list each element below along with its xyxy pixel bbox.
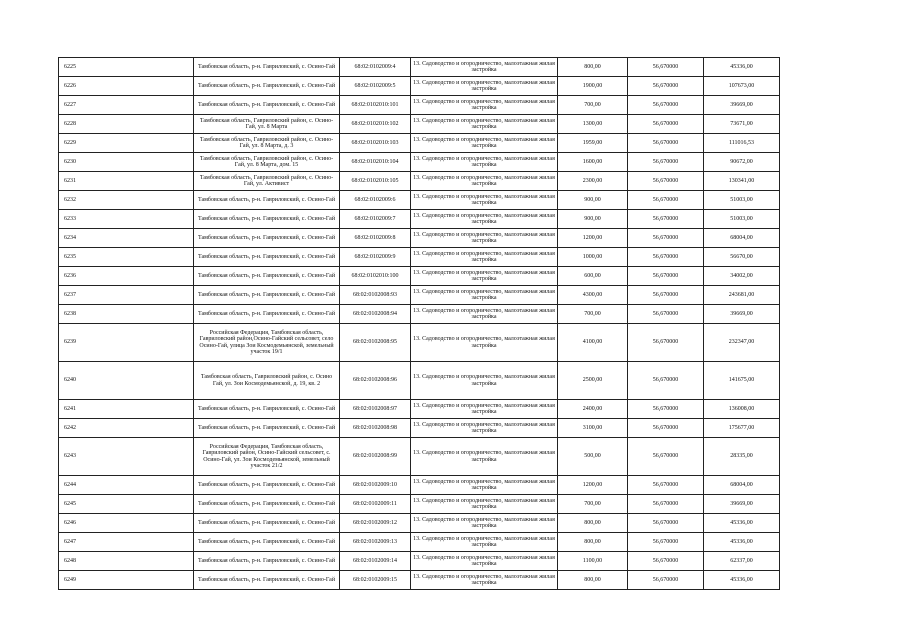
table-row [59,77,780,96]
land-use-cell: 13. Садоводство и огородничество, малоэтажная жилая застройка [411,495,558,514]
land-use-cell: 13. Садоводство и огородничество, малоэтажная жилая застройка [411,400,558,419]
row-number: 6225 [59,58,194,77]
table-row [59,305,780,324]
rate-cell: 56,670000 [628,400,704,419]
table-body [59,58,780,590]
address-cell: Тамбовская область, р-н. Гавриловский, с. Осино-Гай [194,476,340,495]
row-number: 6244 [59,476,194,495]
rate-cell: 56,670000 [628,419,704,438]
cadastral-number-cell: 68:02:0102010:103 [340,134,411,153]
row-number: 6236 [59,267,194,286]
area-cell: 4100,00 [558,324,628,362]
area-cell: 1000,00 [558,248,628,267]
cadastral-number-cell: 68:02:0102008:96 [340,362,411,400]
cadastral-number-cell: 68:02:0102009:12 [340,514,411,533]
rate-cell: 56,670000 [628,248,704,267]
cadastral-value-cell: 141675,00 [704,362,780,400]
rate-cell: 56,670000 [628,96,704,115]
cadastral-number-cell: 68:02:0102008:98 [340,419,411,438]
table-row [59,134,780,153]
area-cell: 700,00 [558,96,628,115]
row-number: 6231 [59,172,194,191]
table-row [59,324,780,362]
address-cell: Тамбовская область, р-н. Гавриловский, с. Осино-Гай [194,552,340,571]
land-use-cell: 13. Садоводство и огородничество, малоэтажная жилая застройка [411,438,558,476]
row-number: 6245 [59,495,194,514]
table-row [59,210,780,229]
area-cell: 800,00 [558,514,628,533]
table-row [59,419,780,438]
area-cell: 1100,00 [558,552,628,571]
address-cell: Российская Федерация, Тамбовская область, Гавриловский район, Осино-Гайский сельсовет, с. Осино-Гай, ул. Зои Космодемьянской, земельный участок 21/2 [194,438,340,476]
address-cell: Тамбовская область, Гавриловский район, с. Осино Гай, ул. Зои Космодемьянской, д. 19, кв. 2 [194,362,340,400]
row-number: 6233 [59,210,194,229]
row-number: 6247 [59,533,194,552]
address-cell: Тамбовская область, р-н. Гавриловский, с. Осино-Гай [194,419,340,438]
rate-cell: 56,670000 [628,210,704,229]
address-cell: Тамбовская область, р-н. Гавриловский, с. Осино-Гай [194,191,340,210]
table-row [59,552,780,571]
row-number: 6232 [59,191,194,210]
cadastral-value-cell: 45336,00 [704,533,780,552]
land-use-cell: 13. Садоводство и огородничество, малоэтажная жилая застройка [411,286,558,305]
land-use-cell: 13. Садоводство и огородничество, малоэтажная жилая застройка [411,362,558,400]
rate-cell: 56,670000 [628,324,704,362]
land-use-cell: 13. Садоводство и огородничество, малоэтажная жилая застройка [411,210,558,229]
cadastral-number-cell: 68:02:0102008:97 [340,400,411,419]
cadastral-number-cell: 68:02:0102009:14 [340,552,411,571]
table-row [59,267,780,286]
rate-cell: 56,670000 [628,533,704,552]
row-number: 6226 [59,77,194,96]
address-cell: Тамбовская область, р-н. Гавриловский, с. Осино-Гай [194,248,340,267]
rate-cell: 56,670000 [628,286,704,305]
table-row [59,153,780,172]
area-cell: 1300,00 [558,115,628,134]
cadastral-number-cell: 68:02:0102009:8 [340,229,411,248]
address-cell: Тамбовская область, р-н. Гавриловский, с. Осино-Гай [194,210,340,229]
rate-cell: 56,670000 [628,514,704,533]
cadastral-value-cell: 45336,00 [704,58,780,77]
area-cell: 700,00 [558,495,628,514]
land-use-cell: 13. Садоводство и огородничество, малоэтажная жилая застройка [411,115,558,134]
table-row [59,58,780,77]
rate-cell: 56,670000 [628,153,704,172]
cadastral-number-cell: 68:02:0102009:5 [340,77,411,96]
row-number: 6230 [59,153,194,172]
rate-cell: 56,670000 [628,267,704,286]
address-cell: Тамбовская область, р-н. Гавриловский, с. Осино-Гай [194,96,340,115]
address-cell: Тамбовская область, р-н. Гавриловский, с. Осино-Гай [194,495,340,514]
cadastral-value-cell: 136008,00 [704,400,780,419]
rate-cell: 56,670000 [628,362,704,400]
land-use-cell: 13. Садоводство и огородничество, малоэтажная жилая застройка [411,305,558,324]
area-cell: 900,00 [558,191,628,210]
area-cell: 700,00 [558,305,628,324]
land-use-cell: 13. Садоводство и огородничество, малоэтажная жилая застройка [411,191,558,210]
area-cell: 1600,00 [558,153,628,172]
cadastral-number-cell: 68:02:0102009:7 [340,210,411,229]
address-cell: Тамбовская область, р-н. Гавриловский, с. Осино-Гай [194,305,340,324]
land-use-cell: 13. Садоводство и огородничество, малоэтажная жилая застройка [411,77,558,96]
land-use-cell: 13. Садоводство и огородничество, малоэтажная жилая застройка [411,419,558,438]
area-cell: 1900,00 [558,77,628,96]
cadastral-number-cell: 68:02:0102008:94 [340,305,411,324]
cadastral-value-cell: 56670,00 [704,248,780,267]
cadastral-value-cell: 68004,00 [704,229,780,248]
address-cell: Тамбовская область, р-н. Гавриловский, с. Осино-Гай [194,267,340,286]
table-row [59,476,780,495]
cadastral-value-cell: 90672,00 [704,153,780,172]
cadastral-number-cell: 68:02:0102008:93 [340,286,411,305]
table-row [59,438,780,476]
row-number: 6249 [59,571,194,590]
row-number: 6239 [59,324,194,362]
address-cell: Тамбовская область, Гавриловский район, с. Осино-Гай, ул. Активист [194,172,340,191]
area-cell: 600,00 [558,267,628,286]
table-row [59,96,780,115]
row-number: 6235 [59,248,194,267]
address-cell: Российская Федерация, Тамбовская область, Гавриловский район,Осино-Гайский сельсовет, село Осино-Гай, улица Зои Космодемьянской, земельный участок 19/1 [194,324,340,362]
cadastral-number-cell: 68:02:0102010:101 [340,96,411,115]
cadastral-number-cell: 68:02:0102009:10 [340,476,411,495]
rate-cell: 56,670000 [628,172,704,191]
row-number: 6246 [59,514,194,533]
cadastral-value-cell: 28335,00 [704,438,780,476]
address-cell: Тамбовская область, р-н. Гавриловский, с. Осино-Гай [194,77,340,96]
address-cell: Тамбовская область, р-н. Гавриловский, с. Осино-Гай [194,571,340,590]
address-cell: Тамбовская область, р-н. Гавриловский, с. Осино-Гай [194,533,340,552]
land-use-cell: 13. Садоводство и огородничество, малоэтажная жилая застройка [411,476,558,495]
address-cell: Тамбовская область, р-н. Гавриловский, с. Осино-Гай [194,286,340,305]
area-cell: 500,00 [558,438,628,476]
table-row [59,172,780,191]
cadastral-value-cell: 232347,00 [704,324,780,362]
cadastral-value-cell: 175677,00 [704,419,780,438]
land-use-cell: 13. Садоводство и огородничество, малоэтажная жилая застройка [411,229,558,248]
cadastral-number-cell: 68:02:0102009:4 [340,58,411,77]
area-cell: 1959,00 [558,134,628,153]
cadastral-number-cell: 68:02:0102009:13 [340,533,411,552]
land-use-cell: 13. Садоводство и огородничество, малоэтажная жилая застройка [411,96,558,115]
cadastral-value-cell: 130341,00 [704,172,780,191]
table-row [59,571,780,590]
area-cell: 800,00 [558,571,628,590]
table-row [59,362,780,400]
area-cell: 800,00 [558,58,628,77]
row-number: 6242 [59,419,194,438]
address-cell: Тамбовская область, Гавриловский район, с. Осино-Гай, ул. 8 Марта, д. 3 [194,134,340,153]
row-number: 6237 [59,286,194,305]
cadastral-number-cell: 68:02:0102009:6 [340,191,411,210]
row-number: 6234 [59,229,194,248]
land-plots-table [58,57,780,590]
land-use-cell: 13. Садоводство и огородничество, малоэтажная жилая застройка [411,172,558,191]
cadastral-number-cell: 68:02:0102010:100 [340,267,411,286]
cadastral-value-cell: 34002,00 [704,267,780,286]
area-cell: 3100,00 [558,419,628,438]
land-use-cell: 13. Садоводство и огородничество, малоэтажная жилая застройка [411,267,558,286]
cadastral-number-cell: 68:02:0102010:105 [340,172,411,191]
land-use-cell: 13. Садоводство и огородничество, малоэтажная жилая застройка [411,514,558,533]
table-row [59,400,780,419]
cadastral-value-cell: 45336,00 [704,514,780,533]
row-number: 6227 [59,96,194,115]
cadastral-value-cell: 39669,00 [704,495,780,514]
cadastral-number-cell: 68:02:0102009:11 [340,495,411,514]
cadastral-value-cell: 62337,00 [704,552,780,571]
cadastral-number-cell: 68:02:0102009:15 [340,571,411,590]
land-use-cell: 13. Садоводство и огородничество, малоэтажная жилая застройка [411,248,558,267]
cadastral-number-cell: 68:02:0102010:102 [340,115,411,134]
row-number: 6248 [59,552,194,571]
land-use-cell: 13. Садоводство и огородничество, малоэтажная жилая застройка [411,153,558,172]
area-cell: 2300,00 [558,172,628,191]
row-number: 6228 [59,115,194,134]
cadastral-value-cell: 243681,00 [704,286,780,305]
cadastral-number-cell: 68:02:0102008:95 [340,324,411,362]
land-use-cell: 13. Садоводство и огородничество, малоэтажная жилая застройка [411,552,558,571]
rate-cell: 56,670000 [628,305,704,324]
rate-cell: 56,670000 [628,77,704,96]
cadastral-value-cell: 111016,53 [704,134,780,153]
row-number: 6241 [59,400,194,419]
row-number: 6240 [59,362,194,400]
table-row [59,286,780,305]
land-use-cell: 13. Садоводство и огородничество, малоэтажная жилая застройка [411,134,558,153]
area-cell: 2500,00 [558,362,628,400]
area-cell: 800,00 [558,533,628,552]
table-row [59,248,780,267]
table-row [59,115,780,134]
land-use-cell: 13. Садоводство и огородничество, малоэтажная жилая застройка [411,571,558,590]
row-number: 6229 [59,134,194,153]
land-use-cell: 13. Садоводство и огородничество, малоэтажная жилая застройка [411,58,558,77]
cadastral-number-cell: 68:02:0102008:99 [340,438,411,476]
address-cell: Тамбовская область, р-н. Гавриловский, с. Осино-Гай [194,400,340,419]
address-cell: Тамбовская область, р-н. Гавриловский, с. Осино-Гай [194,229,340,248]
area-cell: 1200,00 [558,476,628,495]
rate-cell: 56,670000 [628,58,704,77]
cadastral-value-cell: 39669,00 [704,96,780,115]
rate-cell: 56,670000 [628,438,704,476]
address-cell: Тамбовская область, Гавриловский район, с. Осино-Гай, ул. 8 Марта, дом. 15 [194,153,340,172]
cadastral-value-cell: 73671,00 [704,115,780,134]
cadastral-value-cell: 39669,00 [704,305,780,324]
row-number: 6238 [59,305,194,324]
address-cell: Тамбовская область, Гавриловский район, с. Осино-Гай, ул. 8 Марта [194,115,340,134]
cadastral-value-cell: 107673,00 [704,77,780,96]
area-cell: 900,00 [558,210,628,229]
cadastral-number-cell: 68:02:0102010:104 [340,153,411,172]
land-use-cell: 13. Садоводство и огородничество, малоэтажная жилая застройка [411,533,558,552]
rate-cell: 56,670000 [628,571,704,590]
cadastral-value-cell: 45336,00 [704,571,780,590]
rate-cell: 56,670000 [628,191,704,210]
address-cell: Тамбовская область, р-н. Гавриловский, с. Осино-Гай [194,58,340,77]
area-cell: 1200,00 [558,229,628,248]
cadastral-value-cell: 51003,00 [704,210,780,229]
area-cell: 4300,00 [558,286,628,305]
table-row [59,495,780,514]
cadastral-value-cell: 51003,00 [704,191,780,210]
rate-cell: 56,670000 [628,229,704,248]
land-use-cell: 13. Садоводство и огородничество, малоэтажная жилая застройка [411,324,558,362]
rate-cell: 56,670000 [628,115,704,134]
rate-cell: 56,670000 [628,134,704,153]
area-cell: 2400,00 [558,400,628,419]
address-cell: Тамбовская область, р-н. Гавриловский, с. Осино-Гай [194,514,340,533]
table-row [59,533,780,552]
cadastral-value-cell: 68004,00 [704,476,780,495]
row-number: 6243 [59,438,194,476]
rate-cell: 56,670000 [628,476,704,495]
rate-cell: 56,670000 [628,552,704,571]
cadastral-number-cell: 68:02:0102009:9 [340,248,411,267]
table-row [59,191,780,210]
rate-cell: 56,670000 [628,495,704,514]
table-row [59,229,780,248]
table-row [59,514,780,533]
